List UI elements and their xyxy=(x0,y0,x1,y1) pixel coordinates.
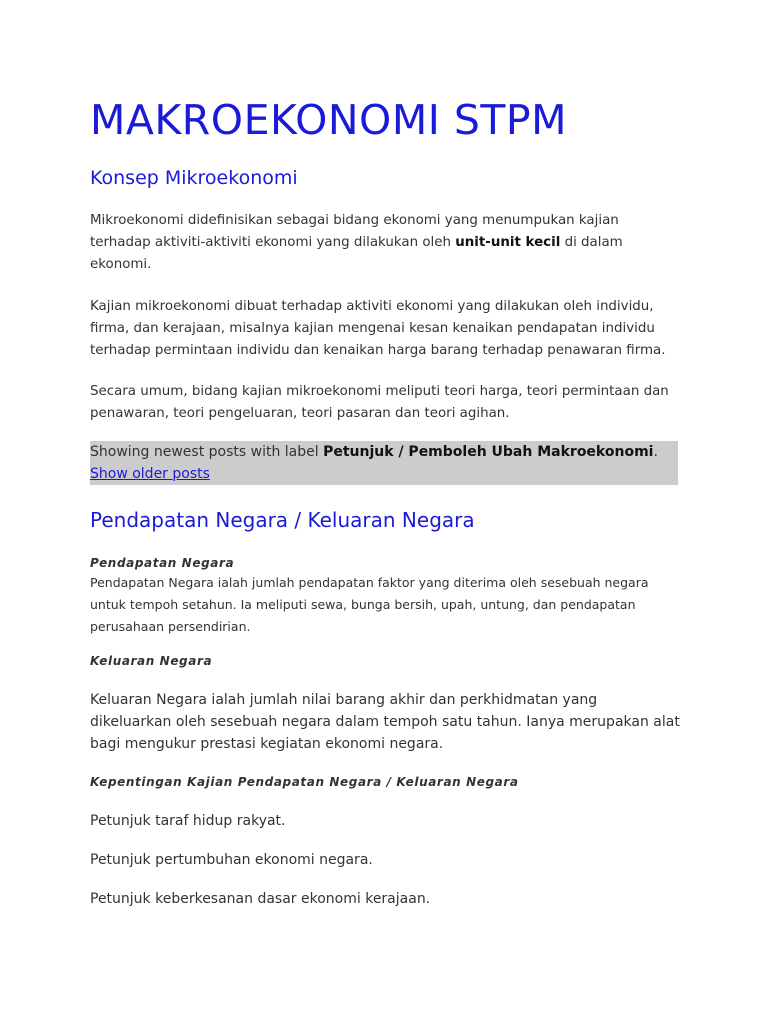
show-older-posts-link[interactable]: Show older posts xyxy=(90,466,210,482)
subheading-pendapatan-negara: Pendapatan Negara xyxy=(90,556,235,570)
bold-term: unit-unit kecil xyxy=(455,235,561,250)
post-paragraph-summary: Secara umum, bidang kajian mikroekonomi meliputi teori harga, teori permintaan dan penawaran, teori pengeluaran, teori pasaran dan teori agihan. xyxy=(90,384,669,421)
post-title-pendapatan-negara[interactable]: Pendapatan Negara / Keluaran Negara xyxy=(90,508,475,532)
subheading-keluaran-negara: Keluaran Negara xyxy=(90,654,213,668)
post-paragraph-definition: Mikroekonomi didefinisikan sebagai bidang ekonomi yang menumpukan kajian terhadap aktiviti-aktiviti ekonomi yang dilakukan oleh unit-unit kecil di dalam ekonomi. xyxy=(90,213,623,272)
label-notice: Showing newest posts with label Petunjuk / Pemboleh Ubah Makroekonomi. Show older posts xyxy=(90,444,658,482)
post-title-konsep-mikroekonomi[interactable]: Konsep Mikroekonomi xyxy=(90,167,298,189)
label-name: Petunjuk / Pemboleh Ubah Makroekonomi xyxy=(323,444,654,460)
list-item-taraf-hidup: Petunjuk taraf hidup rakyat. xyxy=(90,813,286,829)
list-item-dasar-ekonomi: Petunjuk keberkesanan dasar ekonomi kerajaan. xyxy=(90,891,431,907)
paragraph-keluaran-negara: Keluaran Negara ialah jumlah nilai barang akhir dan perkhidmatan yang dikeluarkan oleh sesebuah negara dalam tempoh satu tahun. Ianya merupakan alat bagi mengukur prestasi kegiatan ekonomi negara. xyxy=(90,692,680,752)
subheading-kepentingan-kajian: Kepentingan Kajian Pendapatan Negara / Keluaran Negara xyxy=(90,775,519,789)
paragraph-pendapatan-negara: Pendapatan Negara ialah jumlah pendapatan faktor yang diterima oleh sesebuah negara untuk tempoh setahun. Ia meliputi sewa, bunga bersih, upah, untung, dan pendapatan perusahaan persendirian. xyxy=(90,575,649,634)
blog-title[interactable]: MAKROEKONOMI STPM xyxy=(90,96,567,144)
post-paragraph-scope: Kajian mikroekonomi dibuat terhadap aktiviti ekonomi yang dilakukan oleh individu, firma, dan kerajaan, misalnya kajian mengenai kesan kenaikan pendapatan individu terhadap permintaan individu dan kenaikan harga barang terhadap penawaran firma. xyxy=(90,299,666,358)
list-item-pertumbuhan-ekonomi: Petunjuk pertumbuhan ekonomi negara. xyxy=(90,852,373,868)
